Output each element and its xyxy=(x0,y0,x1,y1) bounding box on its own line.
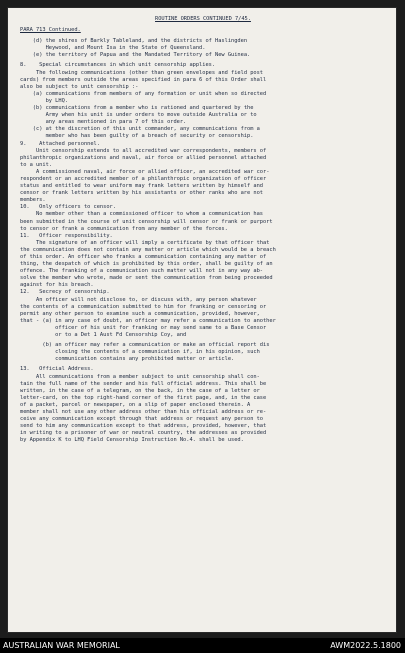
document-line: status and entitled to wear uniform may frank letters written by himself and xyxy=(20,183,263,190)
document-line: of this order. An officer who franks a communication containing any matter of xyxy=(20,254,267,260)
footer-bar xyxy=(0,638,405,653)
document-line: philanthropic organizations and naval, air force or allied personnel attached xyxy=(20,154,267,161)
document-line: 11. Officer responsibility. xyxy=(20,232,113,239)
document-line: No member other than a commissioned officer to whom a communication has xyxy=(20,211,264,218)
document-line: (e) the territory of Papua and the Mandated Territory of New Guinea. xyxy=(20,52,251,59)
document-line: that - (a) in any case of doubt, an officer may refer a communication to another xyxy=(20,317,276,324)
document-line: to censor or frank a communication from any member of the forces. xyxy=(20,225,228,232)
document-line: The following communications (other than green envelopes and field post xyxy=(20,69,264,76)
document-line: to a unit. xyxy=(20,161,52,168)
document-line: member who has been guilty of a breach of security or censorship. xyxy=(20,133,254,140)
document-page xyxy=(8,8,396,632)
document-line: of a packet, parcel or newspaper, on a slip of paper enclosed therein. A xyxy=(20,401,251,408)
document-line: by LHQ. xyxy=(20,97,68,104)
document-line: members. xyxy=(20,197,46,204)
document-line: 8. Special circumstances in which unit censorship applies. xyxy=(20,62,216,69)
document-line: 10. Only officers to censor. xyxy=(20,204,116,211)
document-line: solve the member who wrote, made or sent the communication from being proceeded xyxy=(20,275,273,282)
document-line: 13. Official Address. xyxy=(20,366,94,373)
document-line: been submitted in the course of unit censorship will censor or frank or purport xyxy=(20,218,273,225)
para-continued-heading: PARA 713 Continued. xyxy=(20,27,81,34)
document-line: 12. Secrecy of censorship. xyxy=(20,289,110,296)
document-line: offence. The franking of a communication such matter will not in any way ab- xyxy=(20,268,263,275)
document-line: letter-card, on the top right-hand corner of the first page, and, in the case xyxy=(20,394,267,401)
document-line: (d) the shires of Barkly Tableland, and the districts of Haslingden xyxy=(20,38,248,45)
document-line: thing, the despatch of which is prohibited by this order, shall be guilty of an xyxy=(20,261,273,268)
document-line: permit any other person to examine such a communication, provided, however, xyxy=(20,310,260,317)
document-line: An officer will not disclose to, or discuss with, any person whatever xyxy=(20,296,257,303)
footer-institution: AUSTRALIAN WAR MEMORIAL xyxy=(3,641,120,650)
document-line: cards) from members outside the areas specified in para 6 of this Order shall xyxy=(20,76,267,83)
document-line: member shall not use any other address other than his official address or re- xyxy=(20,408,267,415)
document-line: by Appendix K to LHQ Field Censorship Instruction No.4. shall be used. xyxy=(20,437,244,444)
document-line: A commissioned naval, air force or allied officer, an accredited war cor- xyxy=(20,168,270,175)
document-line: officer of his unit for franking or may send same to a Base Censor xyxy=(20,324,267,331)
document-line: (b) communications from a member who is rationed and quartered by the xyxy=(20,105,254,112)
document-line: 9. Attached personnel. xyxy=(20,140,100,147)
document-line: The signature of an officer will imply a certificate by that officer that xyxy=(20,239,270,246)
document-line: in writing to a prisoner of war or neutral country, the addresses as provided xyxy=(20,430,267,437)
document-line: censor or frank letters written by his assistants or other ranks who are not xyxy=(20,190,263,197)
document-line: (a) communications from members of any formation or unit when so directed xyxy=(20,90,267,97)
document-line: the contents of a communication submitted to him for franking or censoring or xyxy=(20,303,267,310)
document-line: closing the contents of a communication if, in his opinion, such xyxy=(20,349,260,356)
document-line: communication contains any prohibited matter or article. xyxy=(20,356,235,363)
document-line: or to a Det 1 Aust Fd Censorship Coy, and xyxy=(20,332,187,339)
document-line: against for his breach. xyxy=(20,282,94,289)
document-line: send to him any communication except to that address, provided, however, that xyxy=(20,423,267,430)
document-line: All communications from a member subject to unit censorship shall con- xyxy=(20,373,260,380)
document-line: Army when his unit is under orders to move outside Australia or to xyxy=(20,112,257,119)
order-header: ROUTINE ORDERS CONTINUED 7/45. xyxy=(155,16,251,22)
document-line: also be subject to unit censorship :- xyxy=(20,83,139,90)
document-line: the communication does not contain any matter or article which would be a breach xyxy=(20,246,276,253)
document-line: respondent or an accredited member of a philanthropic organization of officer xyxy=(20,175,267,182)
document-line: Heywood, and Mount Isa in the State of Queensland. xyxy=(20,45,206,52)
document-line: (b) an officer may refer a communication or make an official report dis xyxy=(20,342,270,349)
footer-accession-number: AWM2022.5.1800 xyxy=(330,641,401,650)
document-line: written, in the case of a telegram, on the back, in the case of a letter or xyxy=(20,387,260,394)
document-line: tain the full name of the sender and his full official address. This shall be xyxy=(20,380,267,387)
document-body xyxy=(20,16,386,444)
document-line: Unit censorship extends to all accredited war correspondents, members of xyxy=(20,147,267,154)
document-line: (c) at the discretion of this unit commander, any communications from a xyxy=(20,126,260,133)
order-text xyxy=(20,38,386,444)
document-line: any areas mentioned in para 7 of this order. xyxy=(20,119,187,126)
document-line: ceive any communication except through that address or request any person to xyxy=(20,416,263,423)
